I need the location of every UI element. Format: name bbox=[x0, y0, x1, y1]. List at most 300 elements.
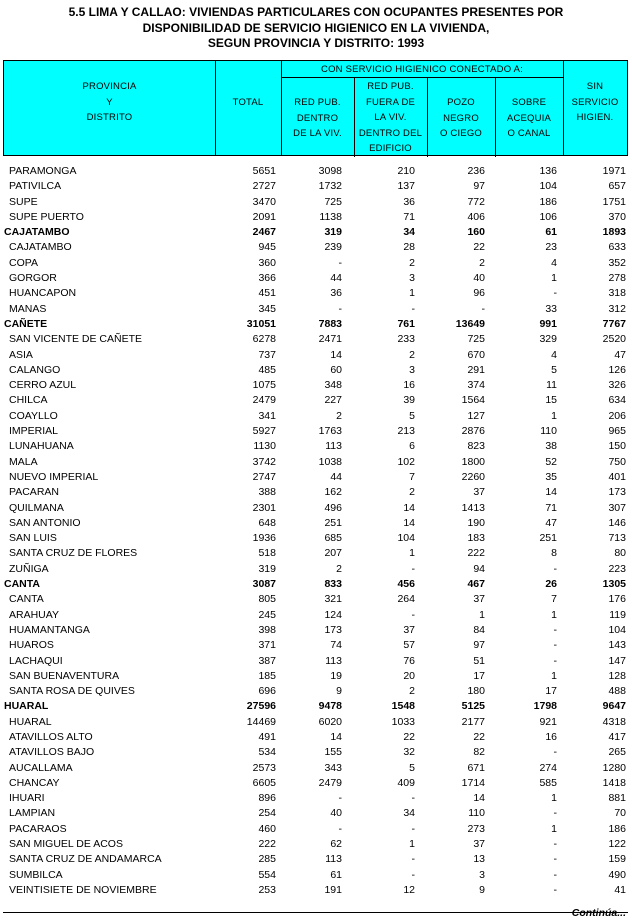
cell-value: 40 bbox=[473, 272, 485, 285]
row-name: IMPERIAL bbox=[9, 425, 59, 438]
title-line-1: 5.5 LIMA Y CALLAO: VIVIENDAS PARTICULARES CON OCUPANTES PRESENTES POR bbox=[68, 5, 564, 19]
table-row bbox=[3, 837, 628, 852]
cell-value: 1038 bbox=[318, 455, 342, 468]
row-name: SANTA CRUZ DE FLORES bbox=[9, 547, 138, 560]
table-row bbox=[3, 715, 628, 730]
cell-value: 1 bbox=[409, 838, 415, 851]
cell-value: 2 bbox=[409, 256, 415, 269]
row-name: SANTA CRUZ DE ANDAMARCA bbox=[9, 853, 162, 866]
cell-value: 22 bbox=[473, 241, 485, 254]
cell-value: 110 bbox=[540, 425, 557, 438]
cell-value: 5 bbox=[551, 363, 557, 376]
row-name: CANTA bbox=[9, 593, 44, 606]
cell-value: 57 bbox=[403, 639, 415, 652]
cell-value: 113 bbox=[325, 654, 342, 667]
cell-value: 1936 bbox=[252, 532, 276, 545]
cell-value: 2 bbox=[336, 409, 342, 422]
cell-value: 190 bbox=[467, 516, 485, 529]
cell-value: 2876 bbox=[461, 425, 485, 438]
cell-value: 1 bbox=[479, 608, 485, 621]
cell-value: 456 bbox=[397, 578, 415, 591]
cell-value: 13649 bbox=[455, 317, 485, 330]
cell-value: 312 bbox=[608, 302, 626, 315]
cell-value: 122 bbox=[608, 838, 626, 851]
cell-value: 236 bbox=[467, 165, 485, 177]
cell-value: 253 bbox=[258, 883, 276, 896]
row-name: LAMPIAN bbox=[9, 807, 56, 820]
cell-value: 805 bbox=[258, 593, 276, 606]
cell-value: 41 bbox=[614, 883, 626, 896]
cell-value: 16 bbox=[545, 730, 557, 743]
cell-value: 94 bbox=[473, 562, 485, 575]
cell-value: 6020 bbox=[318, 715, 342, 728]
cell-value: 265 bbox=[608, 746, 626, 759]
cell-value: 772 bbox=[467, 195, 485, 208]
cell-value: 343 bbox=[324, 761, 342, 774]
cell-value: 881 bbox=[608, 792, 626, 805]
cell-value: 124 bbox=[324, 608, 342, 621]
cell-value: 191 bbox=[324, 883, 342, 896]
cell-value: - bbox=[338, 792, 342, 805]
cell-value: 3470 bbox=[252, 195, 276, 208]
table-row bbox=[3, 393, 628, 408]
row-name: LUNAHUANA bbox=[9, 440, 74, 453]
cell-value: 62 bbox=[330, 838, 342, 851]
cell-value: 40 bbox=[330, 807, 342, 820]
cell-value: 44 bbox=[330, 272, 342, 285]
cell-value: - bbox=[553, 639, 557, 652]
cell-value: 3742 bbox=[252, 455, 276, 468]
table-row bbox=[3, 164, 628, 179]
cell-value: 2573 bbox=[252, 761, 276, 774]
cell-value: 945 bbox=[258, 241, 276, 254]
cell-value: 155 bbox=[324, 746, 342, 759]
row-name: PARAMONGA bbox=[9, 165, 77, 177]
cell-value: 1 bbox=[409, 547, 415, 560]
cell-value: 17 bbox=[545, 685, 557, 698]
cell-value: 823 bbox=[467, 440, 485, 453]
cell-value: 173 bbox=[608, 486, 626, 499]
cell-value: 460 bbox=[258, 822, 276, 835]
table-row bbox=[3, 638, 628, 653]
cell-value: 991 bbox=[539, 317, 557, 330]
cell-value: 97 bbox=[473, 180, 485, 193]
cell-value: 176 bbox=[608, 593, 626, 606]
row-name: CHILCA bbox=[9, 394, 48, 407]
cell-value: 113 bbox=[325, 853, 342, 866]
cell-value: 233 bbox=[397, 333, 415, 346]
cell-value: 409 bbox=[397, 776, 415, 789]
row-name: CAÑETE bbox=[4, 317, 48, 330]
row-name: CANTA bbox=[4, 578, 40, 591]
table-header bbox=[3, 60, 628, 156]
cell-value: 417 bbox=[608, 730, 626, 743]
cell-value: 833 bbox=[324, 578, 342, 591]
cell-value: 34 bbox=[403, 807, 415, 820]
cell-value: 76 bbox=[403, 654, 415, 667]
row-name: MANAS bbox=[9, 302, 47, 315]
cell-value: 518 bbox=[258, 547, 276, 560]
cell-value: 713 bbox=[608, 532, 626, 545]
cell-value: 387 bbox=[258, 654, 276, 667]
cell-value: 110 bbox=[468, 807, 485, 820]
row-name: HUANCAPON bbox=[9, 287, 77, 300]
cell-value: 223 bbox=[608, 562, 626, 575]
table-row bbox=[3, 608, 628, 623]
cell-value: 185 bbox=[258, 669, 276, 682]
row-name: SUMBILCA bbox=[9, 868, 63, 881]
cell-value: 254 bbox=[258, 807, 276, 820]
cell-value: 14 bbox=[545, 486, 557, 499]
cell-value: 19 bbox=[330, 669, 342, 682]
cell-value: 2467 bbox=[252, 226, 276, 239]
cell-value: 3098 bbox=[318, 165, 342, 177]
table-row bbox=[3, 562, 628, 577]
cell-value: - bbox=[338, 256, 342, 269]
cell-value: 634 bbox=[608, 394, 626, 407]
cell-value: - bbox=[411, 608, 415, 621]
cell-value: 725 bbox=[324, 195, 342, 208]
cell-value: 20 bbox=[403, 669, 415, 682]
cell-value: 1 bbox=[551, 272, 557, 285]
cell-value: 5125 bbox=[461, 700, 485, 713]
cell-value: 3 bbox=[409, 272, 415, 285]
row-name: PACARAOS bbox=[9, 822, 67, 835]
cell-value: 186 bbox=[539, 195, 557, 208]
cell-value: 14 bbox=[473, 792, 485, 805]
row-name: PACARAN bbox=[9, 486, 59, 499]
row-name: CERRO AZUL bbox=[9, 379, 77, 392]
cell-value: 13 bbox=[473, 853, 485, 866]
cell-value: 6605 bbox=[252, 776, 276, 789]
province-row bbox=[3, 699, 628, 714]
cell-value: 401 bbox=[608, 470, 626, 483]
row-name: CAJATAMBO bbox=[4, 226, 70, 239]
row-name: CALANGO bbox=[9, 363, 61, 376]
cell-value: 222 bbox=[467, 547, 485, 560]
table-row bbox=[3, 210, 628, 225]
cell-value: 5927 bbox=[252, 425, 276, 438]
cell-value: 345 bbox=[258, 302, 276, 315]
cell-value: 1751 bbox=[602, 195, 626, 208]
row-name: QUILMANA bbox=[9, 501, 64, 514]
cell-value: 2479 bbox=[252, 394, 276, 407]
table-row bbox=[3, 485, 628, 500]
cell-value: 127 bbox=[467, 409, 485, 422]
cell-value: 896 bbox=[258, 792, 276, 805]
row-name: HUAROS bbox=[9, 639, 54, 652]
cell-value: 7883 bbox=[318, 317, 342, 330]
cell-value: 2479 bbox=[318, 776, 342, 789]
cell-value: 4 bbox=[551, 256, 557, 269]
cell-value: 278 bbox=[608, 272, 626, 285]
cell-value: 6278 bbox=[252, 333, 276, 346]
cell-value: 285 bbox=[258, 853, 276, 866]
cell-value: 12 bbox=[403, 883, 415, 896]
row-name: SANTA ROSA DE QUIVES bbox=[9, 685, 135, 698]
table-row bbox=[3, 669, 628, 684]
cell-value: 352 bbox=[608, 256, 626, 269]
cell-value: 47 bbox=[545, 516, 557, 529]
cell-value: 9478 bbox=[318, 700, 342, 713]
cell-value: 490 bbox=[608, 868, 626, 881]
cell-value: 554 bbox=[258, 868, 276, 881]
cell-value: 274 bbox=[539, 761, 557, 774]
cell-value: 2747 bbox=[252, 470, 276, 483]
cell-value: 1 bbox=[551, 409, 557, 422]
cell-value: 1732 bbox=[318, 180, 342, 193]
table-row bbox=[3, 286, 628, 301]
cell-value: 97 bbox=[473, 639, 485, 652]
cell-value: 36 bbox=[403, 195, 415, 208]
cell-value: 147 bbox=[608, 654, 626, 667]
cell-value: 61 bbox=[330, 868, 342, 881]
cell-value: 186 bbox=[608, 822, 626, 835]
header-red-pub-fuera: RED PUB. FUERA DE LA VIV. DENTRO DEL EDIFICIO bbox=[358, 81, 423, 154]
cell-value: 1075 bbox=[252, 379, 276, 392]
cell-value: 213 bbox=[397, 425, 415, 438]
cell-value: - bbox=[411, 302, 415, 315]
cell-value: 36 bbox=[330, 287, 342, 300]
cell-value: 128 bbox=[608, 669, 626, 682]
cell-value: 84 bbox=[473, 623, 485, 636]
cell-value: 1 bbox=[551, 822, 557, 835]
table-row bbox=[3, 761, 628, 776]
row-name: AUCALLAMA bbox=[9, 761, 73, 774]
row-name: ZUÑIGA bbox=[9, 562, 49, 575]
cell-value: 467 bbox=[467, 578, 485, 591]
table-row bbox=[3, 745, 628, 760]
continua-note: Continúa... bbox=[571, 907, 626, 919]
cell-value: 51 bbox=[473, 654, 485, 667]
cell-value: 17 bbox=[473, 669, 485, 682]
cell-value: 1 bbox=[409, 287, 415, 300]
cell-value: 159 bbox=[608, 853, 626, 866]
cell-value: 921 bbox=[539, 715, 557, 728]
cell-value: 4 bbox=[551, 348, 557, 361]
cell-value: 965 bbox=[608, 425, 626, 438]
cell-value: 2301 bbox=[252, 501, 276, 514]
cell-value: 374 bbox=[467, 379, 485, 392]
row-name: CAJATAMBO bbox=[9, 241, 72, 254]
table-row bbox=[3, 531, 628, 546]
province-row bbox=[3, 225, 628, 240]
row-name: ASIA bbox=[9, 348, 33, 361]
cell-value: 104 bbox=[539, 180, 557, 193]
cell-value: - bbox=[411, 822, 415, 835]
cell-value: 371 bbox=[258, 639, 276, 652]
cell-value: 52 bbox=[545, 455, 557, 468]
cell-value: 5 bbox=[409, 409, 415, 422]
cell-value: 2520 bbox=[602, 333, 626, 346]
cell-value: 183 bbox=[467, 532, 485, 545]
cell-value: 70 bbox=[614, 807, 626, 820]
cell-value: 119 bbox=[609, 608, 626, 621]
cell-value: 7 bbox=[551, 593, 557, 606]
cell-value: 33 bbox=[545, 302, 557, 315]
table-row bbox=[3, 516, 628, 531]
cell-value: 61 bbox=[545, 226, 557, 239]
cell-value: 585 bbox=[539, 776, 557, 789]
table-row bbox=[3, 271, 628, 286]
cell-value: 22 bbox=[473, 730, 485, 743]
cell-value: 1971 bbox=[602, 165, 626, 177]
cell-value: 11 bbox=[546, 379, 557, 392]
table-body bbox=[3, 164, 628, 898]
table-row bbox=[3, 791, 628, 806]
cell-value: 671 bbox=[467, 761, 485, 774]
cell-value: 1305 bbox=[602, 578, 626, 591]
cell-value: 206 bbox=[608, 409, 626, 422]
cell-value: 227 bbox=[324, 394, 342, 407]
row-name: COPA bbox=[9, 256, 38, 269]
cell-value: - bbox=[411, 868, 415, 881]
cell-value: 23 bbox=[545, 241, 557, 254]
header-con-servicio: CON SERVICIO HIGIENICO CONECTADO A: bbox=[321, 64, 523, 75]
cell-value: 16 bbox=[403, 379, 415, 392]
cell-value: 307 bbox=[608, 501, 626, 514]
cell-value: 2 bbox=[409, 486, 415, 499]
cell-value: 341 bbox=[258, 409, 276, 422]
cell-value: 370 bbox=[608, 210, 626, 223]
cell-value: 34 bbox=[403, 226, 415, 239]
cell-value: 8 bbox=[551, 547, 557, 560]
cell-value: 291 bbox=[467, 363, 485, 376]
row-name: NUEVO IMPERIAL bbox=[9, 470, 99, 483]
cell-value: 1033 bbox=[391, 715, 415, 728]
row-name: VEINTISIETE DE NOVIEMBRE bbox=[9, 883, 157, 896]
table-row bbox=[3, 730, 628, 745]
cell-value: 14 bbox=[330, 348, 342, 361]
cell-value: 496 bbox=[324, 501, 342, 514]
table-row bbox=[3, 240, 628, 255]
cell-value: 44 bbox=[330, 470, 342, 483]
table-row bbox=[3, 868, 628, 883]
cell-value: - bbox=[553, 562, 557, 575]
cell-value: 264 bbox=[397, 593, 415, 606]
cell-value: 37 bbox=[473, 838, 485, 851]
cell-value: 1418 bbox=[602, 776, 626, 789]
cell-value: 113 bbox=[325, 440, 342, 453]
table-row bbox=[3, 592, 628, 607]
cell-value: - bbox=[338, 302, 342, 315]
cell-value: 14469 bbox=[246, 715, 276, 728]
table-row bbox=[3, 439, 628, 454]
cell-value: 146 bbox=[608, 516, 626, 529]
cell-value: 9 bbox=[479, 883, 485, 896]
cell-value: - bbox=[411, 792, 415, 805]
cell-value: 104 bbox=[397, 532, 415, 545]
cell-value: - bbox=[553, 853, 557, 866]
cell-value: 1798 bbox=[533, 700, 557, 713]
cell-value: 14 bbox=[330, 730, 342, 743]
cell-value: 696 bbox=[258, 685, 276, 698]
row-name: COAYLLO bbox=[9, 409, 58, 422]
cell-value: 648 bbox=[258, 516, 276, 529]
cell-value: 534 bbox=[258, 746, 276, 759]
cell-value: - bbox=[553, 838, 557, 851]
cell-value: 28 bbox=[403, 241, 415, 254]
cell-value: 162 bbox=[324, 486, 342, 499]
cell-value: 251 bbox=[324, 516, 342, 529]
cell-value: - bbox=[481, 302, 485, 315]
cell-value: 207 bbox=[324, 547, 342, 560]
cell-value: 9647 bbox=[602, 700, 626, 713]
table-row bbox=[3, 195, 628, 210]
cell-value: 737 bbox=[258, 348, 276, 361]
cell-value: 326 bbox=[608, 379, 626, 392]
cell-value: 37 bbox=[403, 623, 415, 636]
cell-value: 35 bbox=[545, 470, 557, 483]
cell-value: 1 bbox=[551, 608, 557, 621]
table-row bbox=[3, 256, 628, 271]
cell-value: 633 bbox=[608, 241, 626, 254]
cell-value: 80 bbox=[614, 547, 626, 560]
row-name: CHANCAY bbox=[9, 776, 60, 789]
cell-value: 31051 bbox=[246, 317, 276, 330]
cell-value: 104 bbox=[608, 623, 626, 636]
cell-value: 657 bbox=[608, 180, 626, 193]
cell-value: 96 bbox=[473, 287, 485, 300]
cell-value: 2 bbox=[336, 562, 342, 575]
cell-value: 74 bbox=[330, 639, 342, 652]
cell-value: 725 bbox=[467, 333, 485, 346]
cell-value: 222 bbox=[258, 838, 276, 851]
table-row bbox=[3, 883, 628, 898]
cell-value: 670 bbox=[467, 348, 485, 361]
cell-value: 1893 bbox=[602, 226, 626, 239]
cell-value: 491 bbox=[258, 730, 276, 743]
cell-value: 273 bbox=[467, 822, 485, 835]
cell-value: 4318 bbox=[602, 715, 626, 728]
cell-value: - bbox=[553, 287, 557, 300]
cell-value: 451 bbox=[258, 287, 276, 300]
row-name: ARAHUAY bbox=[9, 608, 59, 621]
cell-value: - bbox=[553, 654, 557, 667]
title-line-2: DISPONIBILIDAD DE SERVICIO HIGIENICO EN LA VIVIENDA, bbox=[142, 20, 490, 35]
cell-value: - bbox=[553, 868, 557, 881]
row-name: IHUARI bbox=[9, 792, 45, 805]
table-row bbox=[3, 623, 628, 638]
cell-value: 2471 bbox=[318, 333, 342, 346]
cell-value: 106 bbox=[539, 210, 557, 223]
cell-value: 27596 bbox=[246, 700, 276, 713]
cell-value: 37 bbox=[473, 593, 485, 606]
cell-value: - bbox=[338, 822, 342, 835]
cell-value: 366 bbox=[258, 272, 276, 285]
cell-value: 1 bbox=[551, 669, 557, 682]
cell-value: 1413 bbox=[461, 501, 485, 514]
row-name: GORGOR bbox=[9, 272, 57, 285]
province-row bbox=[3, 577, 628, 592]
header-total: TOTAL bbox=[232, 97, 264, 108]
table-row bbox=[3, 806, 628, 821]
cell-value: - bbox=[553, 807, 557, 820]
cell-value: 318 bbox=[608, 287, 626, 300]
cell-value: 1714 bbox=[461, 776, 485, 789]
table-row bbox=[3, 348, 628, 363]
table-row bbox=[3, 409, 628, 424]
cell-value: 150 bbox=[608, 440, 626, 453]
table-row bbox=[3, 470, 628, 485]
cell-value: 251 bbox=[539, 532, 557, 545]
cell-value: 5651 bbox=[252, 165, 276, 177]
table-row bbox=[3, 424, 628, 439]
table-row bbox=[3, 455, 628, 470]
table-row bbox=[3, 776, 628, 791]
table-row bbox=[3, 179, 628, 194]
cell-value: 319 bbox=[324, 226, 342, 239]
